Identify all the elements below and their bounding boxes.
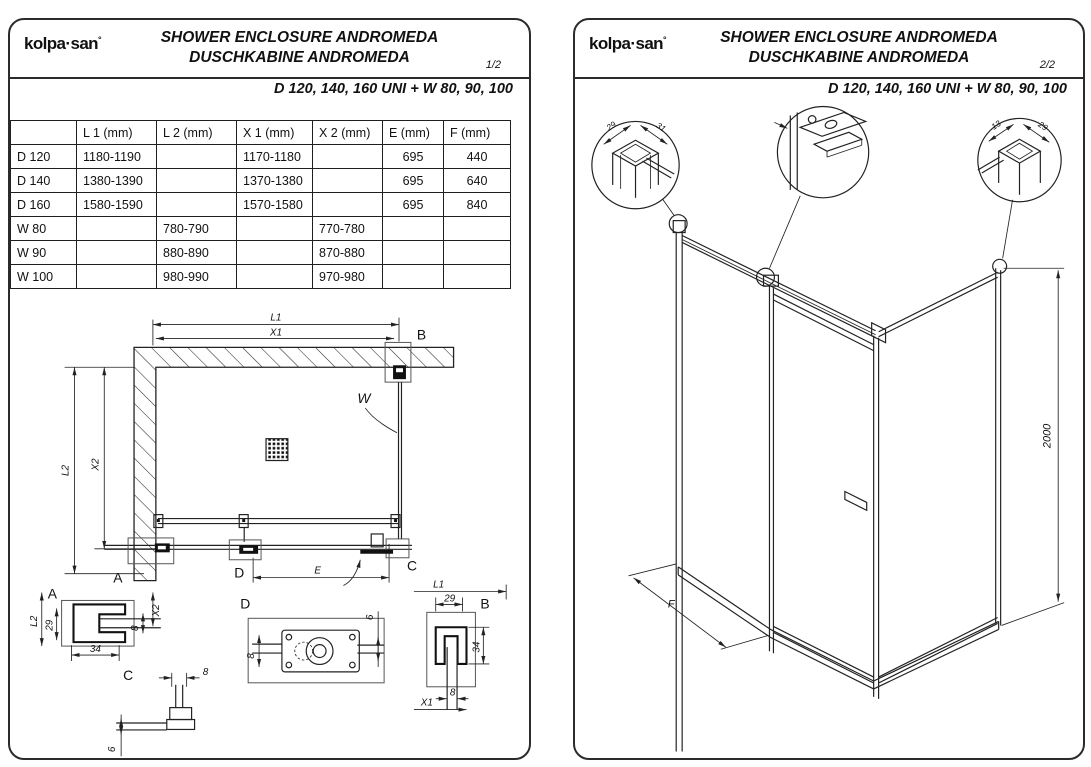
table-header-cell: E (mm): [383, 121, 444, 145]
detail-b-dim-l1: L1: [433, 579, 445, 591]
shower-tray-edge: [678, 567, 998, 681]
title-line-2: DUSCHKABINE ANDROMEDA: [748, 49, 970, 66]
plan-glass-w: W: [357, 389, 371, 406]
table-header-cell: L 1 (mm): [77, 121, 157, 145]
header-divider: [10, 77, 529, 79]
plan-corner-c: C: [406, 557, 417, 574]
table-cell: [157, 145, 237, 169]
table-header-cell: [11, 121, 77, 145]
table-cell: 640: [444, 169, 511, 193]
table-cell: 1570-1580: [237, 193, 313, 217]
brand-logo: [589, 34, 666, 54]
table-cell: [383, 265, 444, 289]
drain-grid: [266, 439, 288, 461]
door-handle: [845, 491, 867, 510]
table-cell: [313, 169, 383, 193]
table-cell: 1380-1390: [77, 169, 157, 193]
detail-b-dim-29: 29: [444, 593, 456, 605]
brand-logo-mark: °: [97, 34, 101, 45]
detail-a-label: A: [47, 585, 57, 602]
table-header-cell: X 2 (mm): [313, 121, 383, 145]
table-cell: [444, 241, 511, 265]
page-title: [110, 28, 489, 68]
detail-b-dim-x1: X1: [420, 697, 433, 709]
table-cell: [237, 265, 313, 289]
table-cell: W 90: [11, 241, 77, 265]
plan-dim-l1: L1: [270, 312, 282, 324]
table-cell: 695: [383, 193, 444, 217]
table-cell: [237, 241, 313, 265]
iso-dim-f: F: [667, 598, 675, 611]
detail-c-label: C: [123, 666, 134, 683]
detail-d-dim-6: 6: [365, 614, 377, 621]
table-cell: [383, 217, 444, 241]
table-cell: 440: [444, 145, 511, 169]
detail-c-dim-8: 8: [202, 666, 209, 678]
detail-c-drawing: [107, 667, 209, 756]
plan-and-details-drawing: [10, 297, 529, 760]
detail-d-label: D: [240, 595, 251, 612]
table-cell: [157, 169, 237, 193]
plan-view: [61, 313, 454, 586]
detail-a-dim-29: 29: [44, 619, 56, 631]
plan-dim-x1: X1: [269, 327, 283, 339]
detail-a-dim-8: 8: [130, 625, 142, 631]
table-cell: 840: [444, 193, 511, 217]
iso-dim-height: 2000: [1041, 423, 1054, 449]
table-cell: 970-980: [313, 265, 383, 289]
table-cell: 980-990: [157, 265, 237, 289]
detail-b-dim-34: 34: [471, 641, 483, 653]
brand-logo-mark: °: [662, 34, 666, 45]
table-cell: 880-890: [157, 241, 237, 265]
table-cell: 695: [383, 145, 444, 169]
table-cell: 1370-1380: [237, 169, 313, 193]
table-cell: [77, 241, 157, 265]
detail-circle-2: [774, 107, 868, 198]
table-row: [11, 265, 511, 289]
table-cell: [313, 145, 383, 169]
dimension-table: [10, 120, 511, 289]
page-2: [573, 18, 1085, 760]
detail-a-dim-l2: L2: [28, 615, 40, 627]
table-row: [11, 145, 511, 169]
circle1-dim-left: 29: [604, 119, 618, 133]
table-row: [11, 217, 511, 241]
page-number: 1/2: [485, 59, 501, 71]
plan-dim-l2: L2: [60, 464, 72, 476]
circle3-dim-right: 29: [1036, 119, 1050, 133]
detail-d-dim-8: 8: [246, 653, 258, 659]
detail-c-dim-6: 6: [107, 746, 119, 753]
table-row: [11, 169, 511, 193]
isometric-drawing: [575, 97, 1083, 758]
table-header-row: [11, 121, 511, 145]
table-cell: 770-780: [313, 217, 383, 241]
table-row: [11, 241, 511, 265]
table-cell: D 160: [11, 193, 77, 217]
detail-b-dim-8: 8: [449, 687, 456, 699]
detail-b-drawing: [414, 580, 506, 710]
page-1: [8, 18, 531, 760]
title-line-2: DUSCHKABINE ANDROMEDA: [189, 49, 410, 66]
table-cell: [77, 265, 157, 289]
table-cell: [444, 265, 511, 289]
brand-logo: [24, 34, 101, 54]
table-header-cell: X 1 (mm): [237, 121, 313, 145]
detail-leaders: [662, 196, 1012, 286]
detail-circle-1: [592, 119, 679, 209]
plan-dim-x2: X2: [90, 458, 102, 471]
detail-b-label: B: [480, 595, 490, 612]
table-cell: W 80: [11, 217, 77, 241]
circle1-dim-right: 31: [654, 120, 668, 134]
table-cell: 695: [383, 169, 444, 193]
table-cell: 780-790: [157, 217, 237, 241]
title-line-1: SHOWER ENCLOSURE ANDROMEDA: [160, 29, 439, 46]
table-cell: [77, 217, 157, 241]
table-cell: D 140: [11, 169, 77, 193]
table-cell: 1170-1180: [237, 145, 313, 169]
table-cell: [383, 241, 444, 265]
page-number: 2/2: [1039, 59, 1055, 71]
detail-circle-3: [978, 118, 1061, 202]
iso-dimensions: [629, 268, 1065, 649]
detail-a-dim-x2: X2: [150, 604, 162, 617]
plan-corner-a: A: [113, 569, 123, 586]
page-title: [675, 28, 1043, 68]
plan-corner-b: B: [416, 326, 427, 343]
table-cell: 870-880: [313, 241, 383, 265]
model-subtitle: D 120, 140, 160 UNI + W 80, 90, 100: [828, 81, 1067, 97]
model-subtitle: D 120, 140, 160 UNI + W 80, 90, 100: [274, 81, 513, 97]
table-cell: [237, 217, 313, 241]
plan-corner-d: D: [234, 564, 245, 581]
header-divider: [575, 77, 1083, 79]
table-cell: [157, 193, 237, 217]
table-cell: [313, 193, 383, 217]
table-cell: 1180-1190: [77, 145, 157, 169]
brand-logo-text: kolpa·san: [589, 34, 663, 53]
table-row: [11, 193, 511, 217]
circle3-dim-left: 13: [989, 118, 1003, 132]
table-header-cell: F (mm): [444, 121, 511, 145]
title-line-1: SHOWER ENCLOSURE ANDROMEDA: [720, 29, 998, 46]
table-cell: [444, 217, 511, 241]
detail-a-drawing: [29, 585, 162, 661]
table-cell: D 120: [11, 145, 77, 169]
detail-d-drawing: [240, 595, 384, 682]
table-header-cell: L 2 (mm): [157, 121, 237, 145]
brand-logo-text: kolpa·san: [24, 34, 98, 53]
plan-dim-e: E: [314, 565, 321, 577]
iso-enclosure: [673, 221, 1000, 752]
corner-c-box: [386, 539, 409, 558]
table-cell: 1580-1590: [77, 193, 157, 217]
detail-a-dim-34: 34: [89, 644, 101, 656]
table-cell: W 100: [11, 265, 77, 289]
